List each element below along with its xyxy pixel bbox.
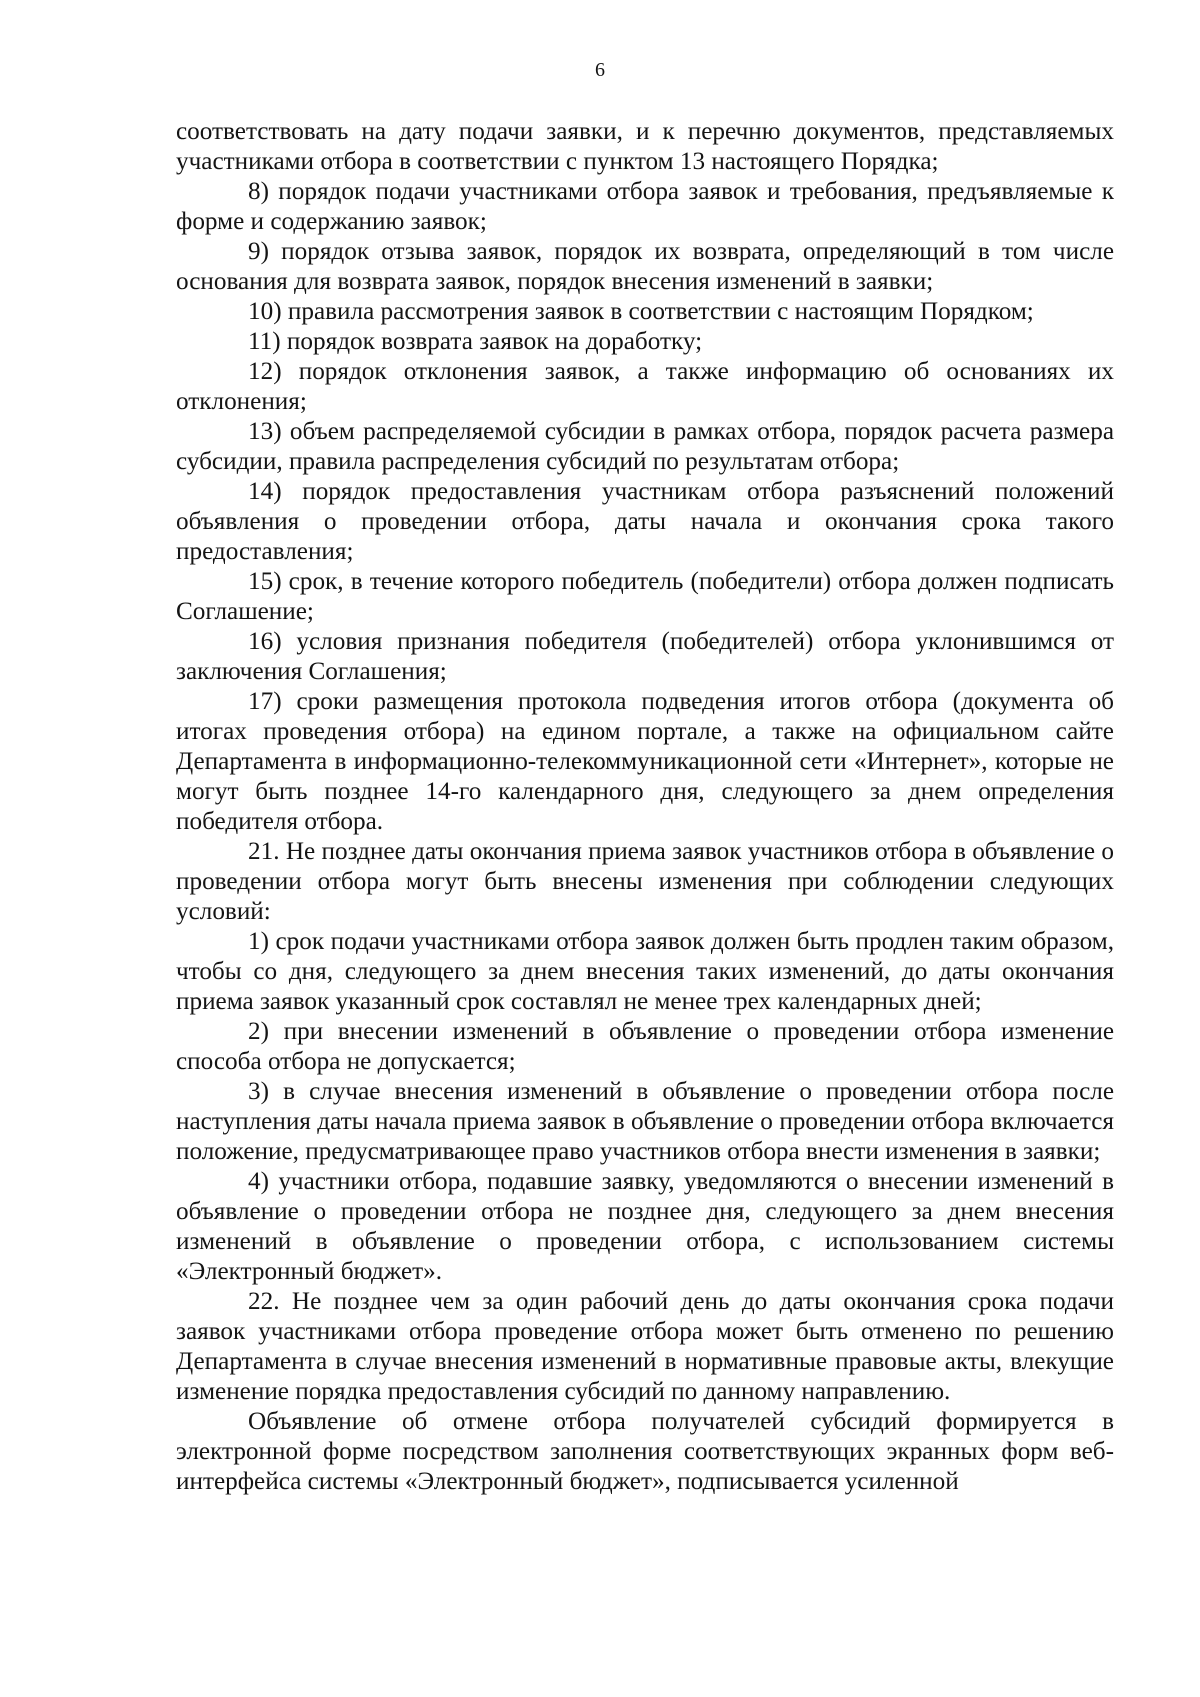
paragraph-cancellation-notice: Объявление об отмене отбора получателей субсидий формируется в электронной форме посредством заполнения соответствующих экранных форм веб-интерфейса системы «Электронный бюджет», подписывается усиленной xyxy=(176,1408,1114,1495)
list-item-14: 14) порядок предоставления участникам отбора разъяснений положений объявления о проведении отбора, даты начала и окончания срока такого предоставления; xyxy=(176,478,1114,565)
list-item-15: 15) срок, в течение которого победитель (победители) отбора должен подписать Соглашение; xyxy=(176,568,1114,625)
clause-21-item-4: 4) участники отбора, подавшие заявку, уведомляются о внесении изменений в объявление о проведении отбора не позднее дня, следующего за днем внесения изменений в объявление о проведении отбора, с использованием системы «Электронный бюджет». xyxy=(176,1168,1114,1285)
clause-21: 21. Не позднее даты окончания приема заявок участников отбора в объявление о проведении отбора могут быть внесены изменения при соблюдении следующих условий: xyxy=(176,838,1114,925)
paragraph-continuation: соответствовать на дату подачи заявки, и к перечню документов, представляемых участниками отбора в соответствии с пунктом 13 настоящего Порядка; xyxy=(176,118,1114,175)
list-item-13: 13) объем распределяемой субсидии в рамках отбора, порядок расчета размера субсидии, правила распределения субсидий по результатам отбора; xyxy=(176,418,1114,475)
clause-22: 22. Не позднее чем за один рабочий день до даты окончания срока подачи заявок участниками отбора проведение отбора может быть отменено по решению Департамента в случае внесения изменений в нормативные правовые акты, влекущие изменение порядка предоставления субсидий по данному направлению. xyxy=(176,1288,1114,1405)
clause-21-item-3: 3) в случае внесения изменений в объявление о проведении отбора после наступления даты начала приема заявок в объявление о проведении отбора включается положение, предусматривающее право участников отбора внести изменения в заявки; xyxy=(176,1078,1114,1165)
document-body xyxy=(176,117,1114,1497)
clause-21-item-1: 1) срок подачи участниками отбора заявок должен быть продлен таким образом, чтобы со дня, следующего за днем внесения таких изменений, до даты окончания приема заявок указанный срок составлял не менее трех календарных дней; xyxy=(176,928,1114,1015)
list-item-17: 17) сроки размещения протокола подведения итогов отбора (документа об итогах проведения отбора) на едином портале, а также на официальном сайте Департамента в информационно-телекоммуникационной сети «Интернет», которые не могут быть позднее 14-го календарного дня, следующего за днем определения победителя отбора. xyxy=(176,688,1114,835)
list-item-9: 9) порядок отзыва заявок, порядок их возврата, определяющий в том числе основания для возврата заявок, порядок внесения изменений в заявки; xyxy=(176,238,1114,295)
list-item-10: 10) правила рассмотрения заявок в соответствии с настоящим Порядком; xyxy=(248,298,1034,325)
list-item-11: 11) порядок возврата заявок на доработку; xyxy=(248,328,703,355)
clause-21-item-2: 2) при внесении изменений в объявление о проведении отбора изменение способа отбора не допускается; xyxy=(176,1018,1114,1075)
list-item-12: 12) порядок отклонения заявок, а также информацию об основаниях их отклонения; xyxy=(176,358,1114,415)
page-number: 6 xyxy=(595,59,605,81)
list-item-8: 8) порядок подачи участниками отбора заявок и требования, предъявляемые к форме и содержанию заявок; xyxy=(176,178,1114,235)
list-item-16: 16) условия признания победителя (победителей) отбора уклонившимся от заключения Соглашения; xyxy=(176,628,1114,685)
